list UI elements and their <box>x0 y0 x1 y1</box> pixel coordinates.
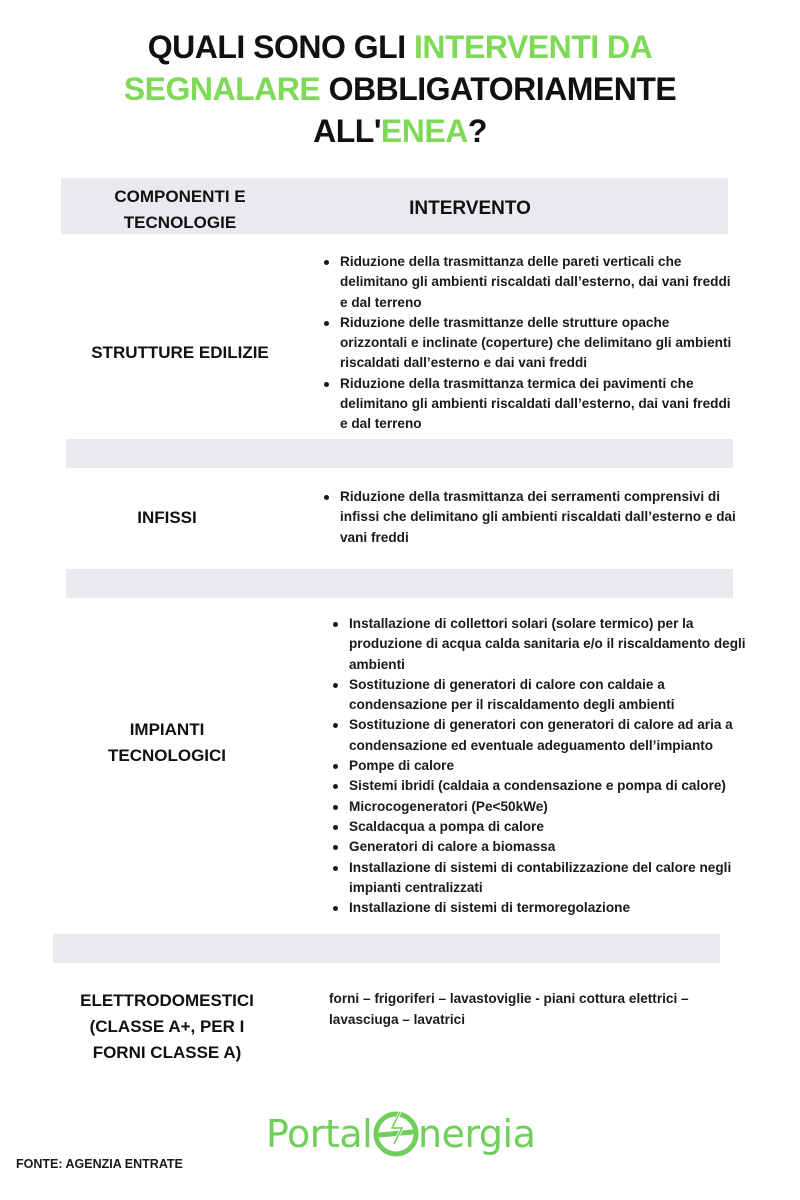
header-intervention: INTERVENTO <box>409 198 531 219</box>
category-line: FORNI CLASSE A) <box>92 1043 242 1062</box>
list-impianti-tecnologici <box>331 614 749 918</box>
list-item: Installazione di sistemi di termoregolazione <box>331 898 749 918</box>
category-line: ELETTRODOMESTICI <box>80 991 254 1010</box>
lightning-e-icon <box>370 1108 422 1160</box>
title-line-2 <box>124 71 676 107</box>
title-highlight: INTERVENTI DA <box>414 29 653 65</box>
elettrodomestici-text: forni – frigoriferi – lavastoviglie - piani cottura elettrici – lavasciuga – lavatrici <box>329 991 689 1027</box>
list-item: Riduzione delle trasmittanze delle strutture opache orizzontali e inclinate (coperture) che delimitano gli ambienti riscaldati dall’esterno e dai vani freddi <box>322 313 738 374</box>
logo-text-nergia: nergia <box>418 1112 536 1156</box>
separator-band <box>53 934 720 963</box>
portalenergia-logo <box>266 1104 546 1164</box>
list-infissi <box>322 487 740 548</box>
category-elettrodomestici <box>62 988 272 1066</box>
list-item: Riduzione della trasmittanza termica dei pavimenti che delimitano gli ambienti riscaldati dall’esterno, dai vani freddi e dal terreno <box>322 374 738 435</box>
category-line: TECNOLOGICI <box>107 746 227 765</box>
title-text: OBBLIGATORIAMENTE <box>320 71 677 107</box>
list-item: Scaldacqua a pompa di calore <box>331 817 749 837</box>
title-line-3 <box>313 113 487 149</box>
list-item: Installazione di sistemi di contabilizzazione del calore negli impianti centralizzati <box>331 858 749 899</box>
header-components-line: COMPONENTI E <box>114 187 246 206</box>
title-text: QUALI SONO GLI <box>147 29 414 65</box>
list-item: Sistemi ibridi (caldaia a condensazione e pompa di calore) <box>331 776 749 796</box>
category-infissi: INFISSI <box>137 508 197 527</box>
list-item: Pompe di calore <box>331 756 749 776</box>
title-line-1 <box>148 29 653 65</box>
list-item: Sostituzione di generatori di calore con caldaie a condensazione per il riscaldamento degli ambienti <box>331 675 749 716</box>
separator-band <box>66 439 733 468</box>
category-impianti-tecnologici <box>80 717 254 769</box>
list-item: Generatori di calore a biomassa <box>331 837 749 857</box>
category-line: (CLASSE A+, PER I <box>89 1017 245 1036</box>
source-note: FONTE: AGENZIA ENTRATE <box>16 1157 183 1171</box>
separator-band <box>66 569 733 598</box>
list-item: Sostituzione di generatori con generatori di calore ad aria a condensazione ed eventuale adeguamento dell’impianto <box>331 715 749 756</box>
title-text: ALL' <box>313 113 381 149</box>
list-item: Riduzione della trasmittanza delle pareti verticali che delimitano gli ambienti riscaldati dall’esterno, dai vani freddi e dal terreno <box>322 252 738 313</box>
page-title <box>0 26 800 152</box>
list-item: Microcogeneratori (Pe<50kWe) <box>331 797 749 817</box>
title-highlight: SEGNALARE <box>123 71 321 107</box>
category-strutture-edilizie: STRUTTURE EDILIZIE <box>91 343 269 362</box>
list-item: Installazione di collettori solari (solare termico) per la produzione di acqua calda sanitaria e/o il riscaldamento degli ambienti <box>331 614 749 675</box>
header-components <box>96 184 264 236</box>
list-item: Riduzione della trasmittanza dei serramenti comprensivi di infissi che delimitano gli ambienti riscaldati dall’esterno e dai vani freddi <box>322 487 740 548</box>
title-text: ? <box>467 113 487 149</box>
title-highlight: ENEA <box>380 113 468 149</box>
list-strutture-edilizie <box>322 252 738 435</box>
header-components-line: TECNOLOGIE <box>123 213 237 232</box>
logo-text-portal: Portal <box>266 1112 373 1156</box>
category-line: IMPIANTI <box>129 720 205 739</box>
